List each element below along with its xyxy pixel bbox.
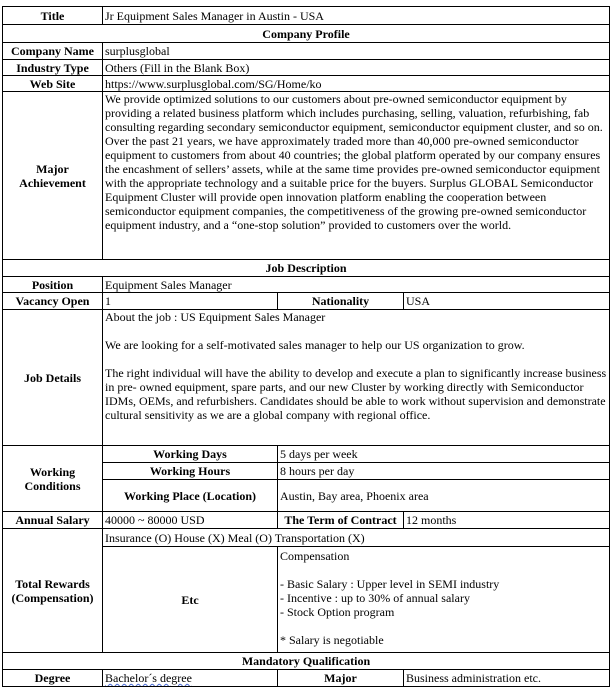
degree-value-text: Bachelor´s degree: [105, 671, 192, 685]
degree-value: [103, 670, 278, 687]
major-achievement-value: We provide optimized solutions to our customers about pre-owned semiconductor equipment by providing a related business platform which includes purchasing, selling, valuation, refurbishing, fab consulting regarding secondary semiconductor equipment, semiconductor equipment cluster, and so on. Over the past 21 years, we have approximately traded more than 40,000 pre-owned semiconductor equipment to customers from about 40 countries; the global platform operated by our company ensures the encashment of sellers’ assets, while at the same time provides pre-owned semiconductor equipment with the appropriate technology and a suitable price for the buyers. Surplus GLOBAL Semiconductor Equipment Cluster will provide open innovation platform enabling the cooperation between semiconductor equipment companies, the competitiveness of the growing pre-owned semiconductor equipment industry, and a “one-stop solution” provided to customers over the world.: [103, 92, 610, 260]
major-value: Business administration etc.: [404, 670, 610, 687]
nationality-label: Nationality: [278, 293, 404, 310]
job-details-label: Job Details: [3, 310, 103, 446]
working-days-label: Working Days: [103, 446, 278, 463]
industry-type-label: Industry Type: [3, 60, 103, 76]
major-achievement-label: Major Achievement: [3, 92, 103, 260]
position-label: Position: [3, 277, 103, 293]
job-details-intro: About the job : US Equipment Sales Manager: [105, 310, 326, 324]
contract-label: The Term of Contract: [278, 512, 404, 529]
vacancy-label: Vacancy Open: [3, 293, 103, 310]
industry-type-value: Others (Fill in the Blank Box): [103, 60, 610, 76]
working-hours-value: 8 hours per day: [278, 463, 610, 480]
nationality-value: USA: [404, 293, 610, 310]
annual-salary-label: Annual Salary: [3, 512, 103, 529]
company-name-value: surplusglobal: [103, 43, 610, 60]
contract-value: 12 months: [404, 512, 610, 529]
working-place-value: Austin, Bay area, Phoenix area: [278, 480, 610, 512]
job-description-header: Job Description: [3, 260, 610, 277]
etc-label: Etc: [103, 547, 278, 653]
working-place-label: Working Place (Location): [103, 480, 278, 512]
mandatory-qualification-header: Mandatory Qualification: [3, 653, 610, 670]
total-rewards-label: Total Rewards (Compensation): [3, 529, 103, 653]
working-hours-label: Working Hours: [103, 463, 278, 480]
vacancy-value: 1: [103, 293, 278, 310]
title-label: Title: [3, 7, 103, 25]
insurance-value: Insurance (O) House (X) Meal (O) Transportation (X): [103, 529, 610, 547]
title-value: Jr Equipment Sales Manager in Austin - USA: [103, 7, 610, 25]
job-details-value: [103, 310, 610, 446]
job-details-description: The right individual will have the ability to develop and execute a plan to significantly increase business in pre- owned equipment, spare parts, and our new Cluster by working directly with Semiconductor IDMs, OEMs, and refurbishers. Candidates should be able to work without supervision and demonstrate cultural sensitivity as we are a global company with regional office.: [105, 366, 607, 422]
position-value: Equipment Sales Manager: [103, 277, 610, 293]
compensation-note: * Salary is negotiable: [280, 633, 384, 647]
company-name-label: Company Name: [3, 43, 103, 60]
degree-label: Degree: [3, 670, 103, 687]
working-days-value: 5 days per week: [278, 446, 610, 463]
website-value: https://www.surplusglobal.com/SG/Home/ko: [103, 76, 610, 92]
annual-salary-value: 40000 ~ 80000 USD: [103, 512, 278, 529]
compensation-details: [278, 547, 610, 653]
company-profile-header: Company Profile: [3, 25, 610, 43]
job-details-summary: We are looking for a self-motivated sales manager to help our US organization to grow.: [105, 338, 525, 352]
compensation-stock-option: - Stock Option program: [280, 605, 395, 619]
website-label: Web Site: [3, 76, 103, 92]
compensation-title: Compensation: [280, 549, 350, 563]
job-posting-table: [2, 6, 610, 687]
working-conditions-label: Working Conditions: [3, 446, 103, 512]
major-label: Major: [278, 670, 404, 687]
compensation-incentive: - Incentive : up to 30% of annual salary: [280, 591, 470, 605]
compensation-basic-salary: - Basic Salary : Upper level in SEMI industry: [280, 577, 500, 591]
